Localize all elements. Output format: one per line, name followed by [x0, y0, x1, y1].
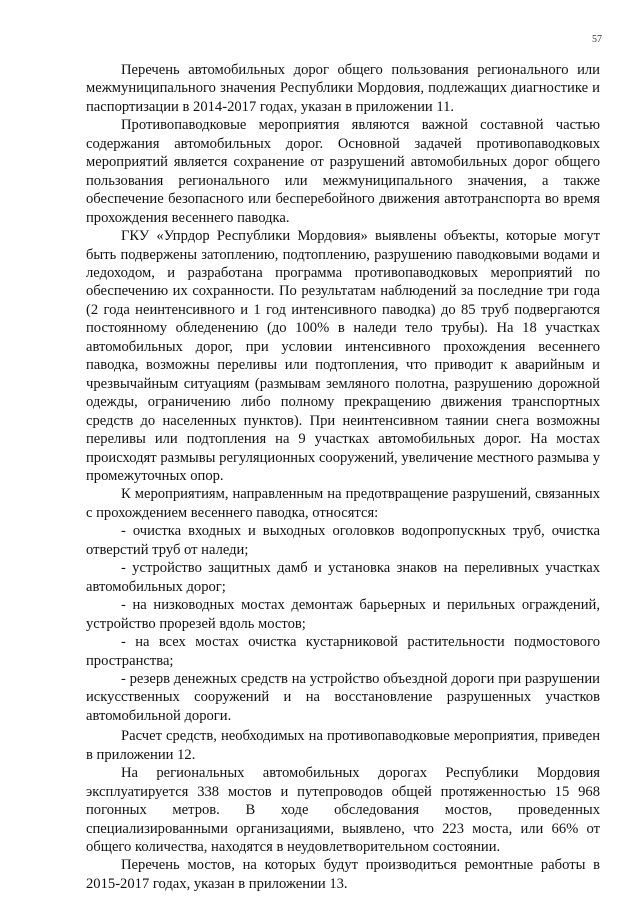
paragraph-measures-list-intro: К мероприятиям, направленным на предотвращение разрушений, связанных с прохождением весеннего паводка, относятся:	[86, 486, 600, 521]
list-item-pipe-cleaning: - очистка входных и выходных оголовков водопропускных труб, очистка отверстий труб от наледи;	[86, 523, 600, 558]
paragraph-bridges-status: На региональных автомобильных дорогах Республики Мордовия эксплуатируется 338 мостов и путепроводов общей протяженностью 15 968 погонных метров. В ходе обследования мостов, проведенных специализированными организациями, выявлено, что 223 моста, или 66% от общего количества, находятся в неудовлетворительном состоянии.	[86, 765, 600, 856]
list-item-reserve-funds: - резерв денежных средств на устройство объездной дороги при разрушении искусственных сооружений и на восстановление разрушенных участков автомобильной дороги.	[86, 670, 600, 724]
paragraph-road-diagnostics: Перечень автомобильных дорог общего пользования регионального или межмуниципального значения Республики Мордовия, подлежащих диагностике и паспортизации в 2014-2017 годах, указан в приложении 11.	[86, 62, 600, 115]
list-item-shrub-clearing: - на всех мостах очистка кустарниковой растительности подмостового пространства;	[86, 634, 600, 669]
paragraph-flood-risk-objects: ГКУ «Упрдор Республики Мордовия» выявлены объекты, которые могут быть подвержены затоплению, подтоплению, разрушению паводковыми водами и ледоходом, и разработана программа противопаводковых мероприятий по обеспечению их сохранности. По результатам наблюдений за последние три года (2 года неинтенсивного и 1 год интенсивного паводка) до 85 труб подвергаются постоянному обледенению (до 100% в наледи тело трубы). На 18 участках автомобильных дорог, при условии интенсивного прохождения весеннего паводка, возможны переливы или подтопления, что приводит к аварийным и чрезвычайным ситуациям (размывам земляного полотна, разрушению дорожной одежды, ограничению либо полному прекращению движения транспортных средств до населенных пунктов). При неинтенсивном таянии снега возможны переливы или подтопления на 9 участках автомобильных дорог. На мостах происходят размывы регуляционных сооружений, увеличение местного размыва у промежуточных опор.	[86, 228, 600, 484]
paragraph-flood-measures-intro: Противопаводковые мероприятия являются важной составной частью содержания автомобильных дорог. Основной задачей противопаводковых мероприятий является сохранение от разрушений автомобильных дорог общего пользования регионального или межмуниципального значения, а также обеспечение безопасного или бесперебойного движения автотранспорта во время прохождения весеннего паводка.	[86, 117, 600, 226]
document-body	[86, 61, 600, 893]
list-item-low-water-bridges: - на низководных мостах демонтаж барьерных и перильных ограждений, устройство прорезей вдоль мостов;	[86, 597, 600, 632]
paragraph-funds-calculation: Расчет средств, необходимых на противопаводковые мероприятия, приведен в приложении 12.	[86, 728, 600, 763]
list-item-protective-dams: - устройство защитных дамб и установка знаков на переливных участках автомобильных дорог;	[86, 560, 600, 595]
page-number: 57	[592, 34, 602, 45]
paragraph-bridge-repairs: Перечень мостов, на которых будут производиться ремонтные работы в 2015-2017 годах, указан в приложении 13.	[86, 857, 600, 892]
